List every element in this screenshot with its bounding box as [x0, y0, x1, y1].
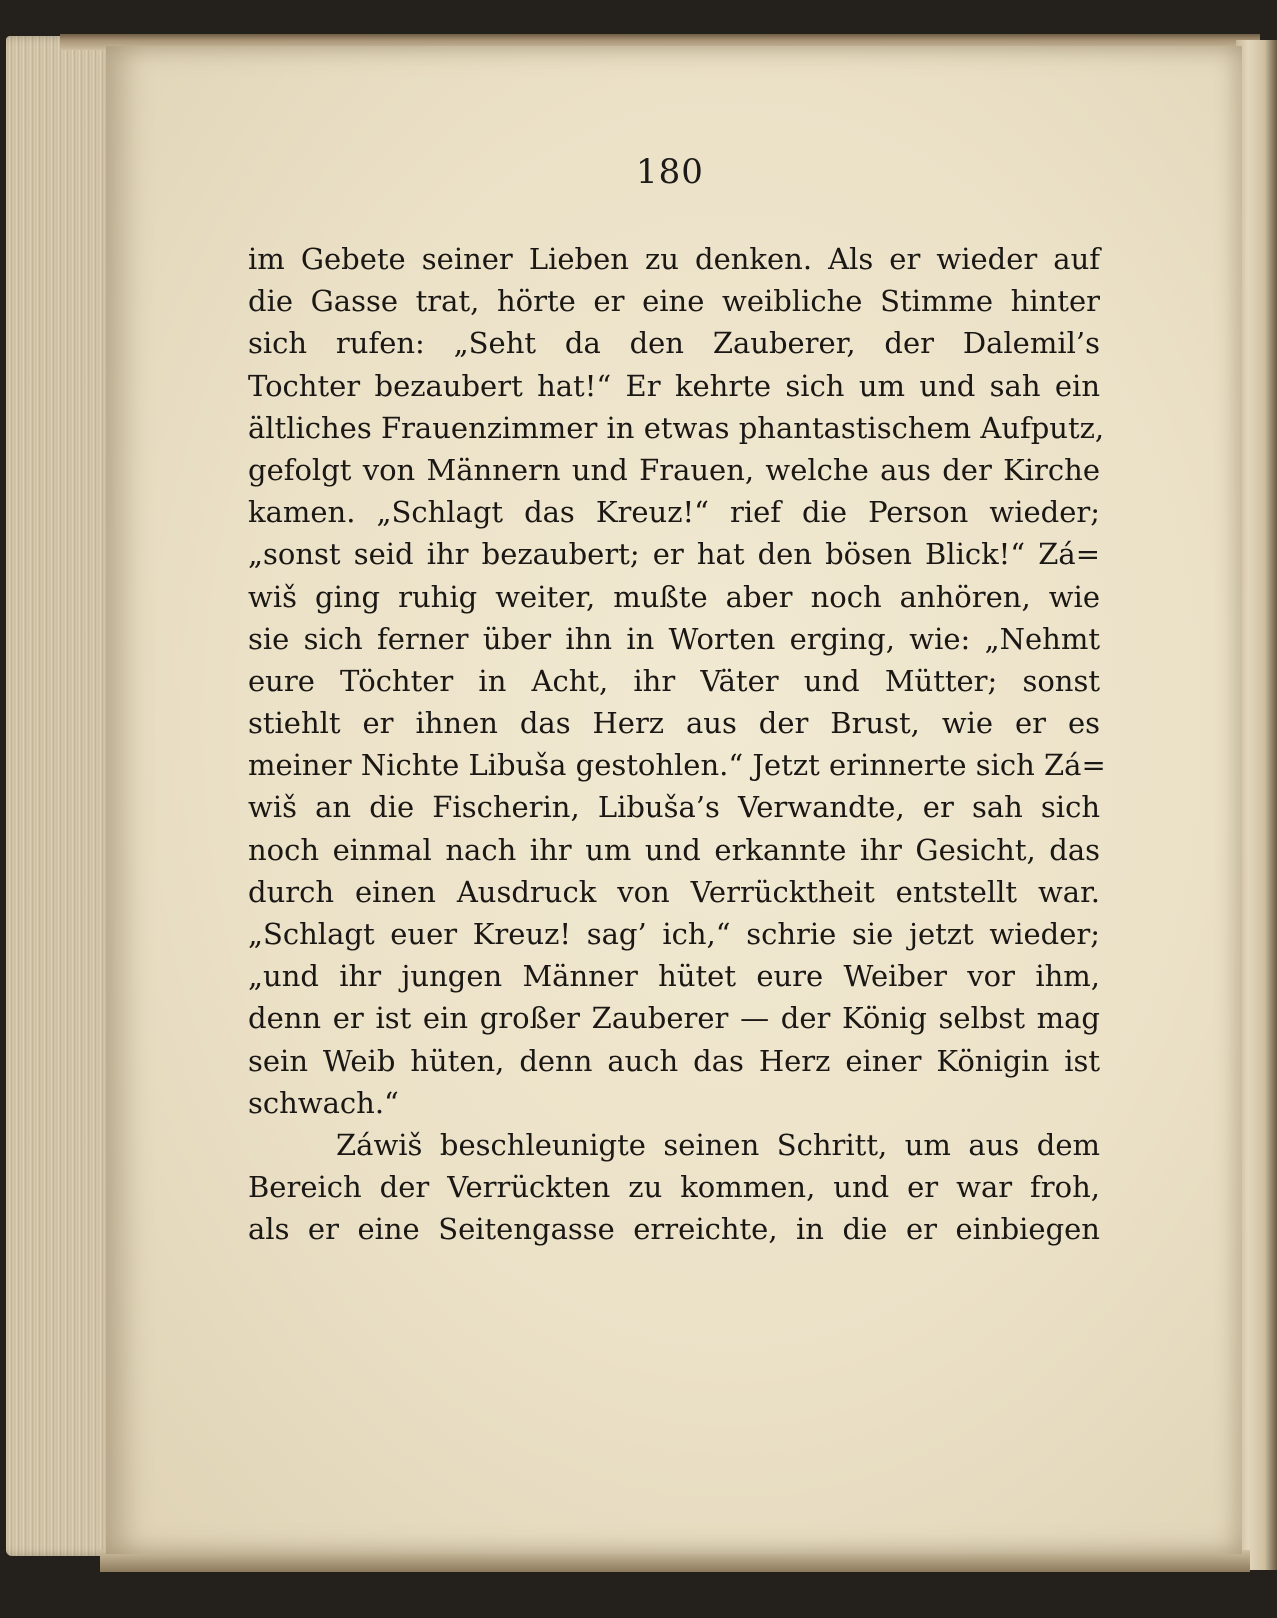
page-edges-left	[6, 36, 118, 1556]
text-line: wiš an die Fischerin, Libuša’s Verwandte, er sah sich	[248, 790, 1100, 825]
text-line: Bereich der Verrückten zu kommen, und er war froh,	[248, 1170, 1100, 1205]
text-line: sein Weib hüten, denn auch das Herz einer Königin ist	[248, 1043, 1100, 1078]
text-line: sich rufen: „Seht da den Zauberer, der Dalemil’s	[248, 326, 1100, 361]
text-line: wiš ging ruhig weiter, mußte aber noch anhören, wie	[248, 579, 1100, 614]
text-line: „sonst seid ihr bezaubert; er hat den bösen Blick!“ Zá=	[248, 537, 1100, 572]
text-line: im Gebete seiner Lieben zu denken. Als er wieder auf	[248, 242, 1100, 276]
text-line: sie sich ferner über ihn in Worten erging, wie: „Nehmt	[248, 621, 1100, 656]
text-line: stiehlt er ihnen das Herz aus der Brust, wie er es	[248, 706, 1100, 741]
text-line: „Schlagt euer Kreuz! sag’ ich,“ schrie sie jetzt wieder;	[248, 917, 1100, 951]
text-line: durch einen Ausdruck von Verrücktheit entstellt war.	[248, 874, 1100, 909]
text-line: noch einmal nach ihr um und erkannte ihr Gesicht, das	[248, 832, 1100, 867]
text-line: schwach.“	[248, 1085, 399, 1120]
text-line: kamen. „Schlagt das Kreuz!“ rief die Person wieder;	[248, 495, 1100, 530]
text-line-paragraph-start: Záwiš beschleunigte seinen Schritt, um aus dem	[336, 1127, 1100, 1162]
page-edge-right	[1236, 40, 1277, 1570]
page-number: 180	[636, 152, 704, 192]
text-line: die Gasse trat, hörte er eine weibliche Stimme hinter	[248, 284, 1100, 319]
text-line: meiner Nichte Libuša gestohlen.“ Jetzt erinnerte sich Zá=	[248, 748, 1106, 783]
text-line: als er eine Seitengasse erreichte, in die er einbiegen	[248, 1212, 1100, 1247]
text-line: Tochter bezaubert hat!“ Er kehrte sich um und sah ein	[248, 368, 1100, 403]
text-line: „und ihr jungen Männer hütet eure Weiber vor ihm,	[248, 959, 1100, 994]
text-line: eure Töchter in Acht, ihr Väter und Mütter; sonst	[248, 663, 1100, 698]
body-text	[248, 238, 1106, 1251]
text-line: gefolgt von Männern und Frauen, welche aus der Kirche	[248, 452, 1100, 487]
text-line: ältliches Frauenzimmer in etwas phantastischem Aufputz,	[248, 410, 1105, 445]
text-line: denn er ist ein großer Zauberer — der König selbst mag	[248, 1001, 1100, 1036]
